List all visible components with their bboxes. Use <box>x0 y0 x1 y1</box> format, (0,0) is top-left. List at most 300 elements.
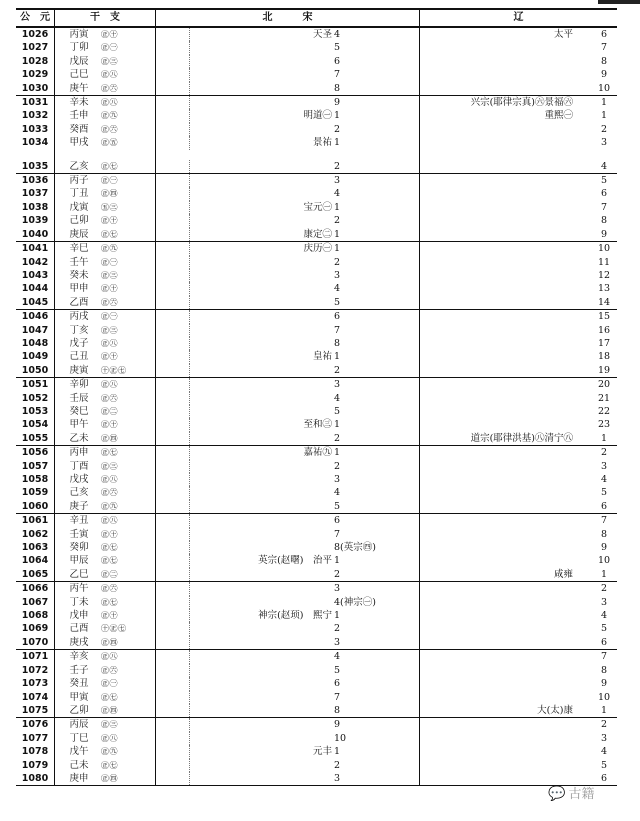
song-year-number: 1 <box>334 137 341 149</box>
table-row <box>16 554 617 567</box>
ganzhi-symbols: ㊣㊆ <box>101 448 118 458</box>
ganzhi-wrap <box>55 718 155 731</box>
liao-wrap <box>420 337 617 350</box>
liao-wrap <box>420 418 617 431</box>
liao-cell <box>420 55 618 68</box>
liao-wrap <box>420 486 617 499</box>
ganzhi-name: 乙未 <box>69 432 89 444</box>
ganzhi-symbols: ㊣㊂ <box>101 56 118 66</box>
year-cell: 1073 <box>21 678 49 690</box>
ganzhi-cell <box>55 622 156 635</box>
song-era-label: 皇祐 <box>312 351 332 363</box>
ganzhi-symbols: ㊣㊆ <box>101 597 118 607</box>
table-row <box>16 378 617 392</box>
ganzhi-wrap <box>55 596 155 609</box>
liao-wrap <box>420 310 617 323</box>
ganzhi-wrap <box>55 201 155 214</box>
song-wrap <box>156 324 419 337</box>
watermark-text: 古籍 <box>568 787 595 802</box>
liao-cell <box>420 541 618 554</box>
song-year-number: 3 <box>334 474 341 485</box>
dotted-divider <box>189 296 190 309</box>
song-cell <box>156 136 420 149</box>
song-wrap <box>156 718 419 731</box>
song-year-number: 3 <box>334 772 341 784</box>
liao-wrap <box>420 136 617 149</box>
ganzhi-name: 辛未 <box>69 97 89 109</box>
ganzhi-wrap <box>55 528 155 541</box>
liao-era-label: 大(太)康 <box>537 704 573 716</box>
liao-era-label: 重熙㊀ <box>544 110 573 122</box>
ganzhi-cell <box>55 486 156 499</box>
liao-cell <box>420 242 618 256</box>
ganzhi-symbols: ㊣㊀ <box>101 679 118 689</box>
year-cell: 1054 <box>21 419 49 431</box>
ganzhi-wrap <box>55 378 155 391</box>
song-cell <box>156 41 420 54</box>
liao-wrap <box>420 405 617 418</box>
ganzhi-symbols: ㊣㊇ <box>101 733 118 743</box>
song-cell <box>156 704 420 718</box>
liao-cell <box>420 109 618 122</box>
dotted-divider <box>189 650 190 663</box>
ganzhi-name: 辛丑 <box>69 515 89 527</box>
liao-wrap <box>420 745 617 758</box>
song-wrap <box>156 596 419 609</box>
dotted-divider <box>189 460 190 473</box>
song-cell <box>156 582 420 596</box>
table-row <box>16 718 617 732</box>
song-cell <box>156 664 420 677</box>
song-cell <box>156 759 420 772</box>
liao-cell <box>420 418 618 431</box>
ganzhi-wrap <box>55 636 155 649</box>
table-row <box>16 486 617 499</box>
song-era-label: 嘉祐㊈ <box>303 447 332 459</box>
song-era-label: 天圣 <box>312 29 332 40</box>
ganzhi-wrap <box>55 174 155 187</box>
ganzhi-cell <box>55 242 156 256</box>
ganzhi-wrap <box>55 732 155 745</box>
song-cell <box>156 554 420 567</box>
liao-year-number: 13 <box>597 283 611 295</box>
table-row <box>16 174 617 188</box>
liao-wrap <box>420 596 617 609</box>
dotted-divider <box>189 201 190 214</box>
year-cell: 1048 <box>21 337 49 349</box>
year-cell: 1076 <box>16 718 55 732</box>
liao-year-number: 6 <box>600 188 608 200</box>
ganzhi-wrap <box>55 486 155 499</box>
year-cell: 1050 <box>21 364 49 376</box>
liao-cell <box>420 337 618 350</box>
top-rule <box>598 0 640 4</box>
ganzhi-cell <box>55 136 156 149</box>
dotted-divider <box>189 136 190 149</box>
year-cell: 1035 <box>21 160 49 172</box>
ganzhi-name: 己巳 <box>69 69 89 81</box>
song-wrap <box>156 269 419 282</box>
table-row <box>16 350 617 363</box>
liao-cell <box>420 691 618 704</box>
liao-year-number: 14 <box>597 296 611 308</box>
ganzhi-wrap <box>55 704 155 717</box>
song-wrap <box>156 160 419 173</box>
ganzhi-name: 辛巳 <box>69 243 89 255</box>
ganzhi-symbols: ㊣㊅ <box>101 393 118 403</box>
song-cell <box>156 68 420 81</box>
liao-cell <box>420 446 618 460</box>
liao-year-number: 21 <box>597 392 611 404</box>
liao-year-number: 8 <box>600 215 608 227</box>
table-row <box>16 732 617 745</box>
song-wrap <box>156 664 419 677</box>
song-cell <box>156 174 420 188</box>
year-cell: 1038 <box>21 201 49 213</box>
ganzhi-wrap <box>55 282 155 295</box>
year-cell: 1027 <box>21 42 49 54</box>
ganzhi-name: 丁酉 <box>69 460 89 472</box>
ganzhi-wrap <box>55 109 155 122</box>
liao-year-number: 5 <box>600 623 608 635</box>
song-cell <box>156 310 420 324</box>
dotted-divider <box>189 187 190 200</box>
dotted-divider <box>189 636 190 649</box>
ganzhi-name: 己丑 <box>69 351 89 363</box>
song-cell <box>156 350 420 363</box>
liao-cell <box>420 718 618 732</box>
ganzhi-cell <box>55 691 156 704</box>
liao-wrap <box>420 296 617 309</box>
liao-wrap <box>420 324 617 337</box>
song-cell <box>156 123 420 136</box>
song-year-number: 10 <box>334 732 347 744</box>
ganzhi-symbols: ㊣㊁ <box>101 406 118 416</box>
ganzhi-cell <box>55 27 156 41</box>
chronology-table <box>16 8 617 786</box>
table-row <box>16 582 617 596</box>
ganzhi-wrap <box>55 568 155 581</box>
liao-wrap <box>420 68 617 81</box>
liao-cell <box>420 269 618 282</box>
ganzhi-wrap <box>55 405 155 418</box>
song-year-number: 1 <box>334 419 341 431</box>
liao-cell <box>420 187 618 200</box>
liao-year-number: 10 <box>597 691 611 703</box>
song-wrap <box>156 187 419 200</box>
watermark <box>548 783 594 802</box>
liao-cell <box>420 636 618 650</box>
ganzhi-name: 戊申 <box>69 610 89 622</box>
song-year-number: 5 <box>334 296 341 308</box>
ganzhi-cell <box>55 596 156 609</box>
song-year-number: 6 <box>334 515 341 527</box>
dotted-divider <box>189 55 190 68</box>
song-wrap <box>156 28 419 41</box>
table-row <box>16 310 617 324</box>
ganzhi-cell <box>55 418 156 431</box>
song-year-number: 2 <box>334 623 341 635</box>
song-year-number: 4 <box>334 651 341 663</box>
ganzhi-cell <box>55 664 156 677</box>
table-row <box>16 337 617 350</box>
ganzhi-name: 癸巳 <box>69 405 89 417</box>
dotted-divider <box>189 160 190 173</box>
liao-wrap <box>420 664 617 677</box>
liao-year-number: 15 <box>597 311 611 323</box>
song-wrap <box>156 405 419 418</box>
ganzhi-wrap <box>55 392 155 405</box>
ganzhi-name: 己亥 <box>69 487 89 499</box>
song-cell <box>156 242 420 256</box>
song-year-number: 5 <box>334 42 341 54</box>
song-wrap <box>156 446 419 459</box>
year-cell: 1058 <box>21 474 49 485</box>
ganzhi-symbols: ㊣㊂ <box>101 461 118 471</box>
song-cell <box>156 256 420 269</box>
liao-cell <box>420 136 618 149</box>
ganzhi-symbols: ㊣㊃ <box>101 433 118 443</box>
liao-wrap <box>420 473 617 486</box>
song-year-number: 3 <box>334 379 341 391</box>
song-year-number: 4 <box>334 392 341 404</box>
dotted-divider <box>189 609 190 622</box>
ganzhi-symbols: ㊣㊆ <box>101 543 118 553</box>
ganzhi-cell <box>55 650 156 664</box>
liao-year-number: 8 <box>600 55 608 67</box>
song-year-number: 1 <box>334 228 341 240</box>
liao-wrap <box>420 500 617 513</box>
ganzhi-name: 庚寅 <box>69 364 89 376</box>
year-cell: 1039 <box>21 215 49 227</box>
song-wrap <box>156 68 419 81</box>
liao-wrap <box>420 123 617 136</box>
liao-cell <box>420 123 618 136</box>
ganzhi-name: 丙子 <box>69 175 89 187</box>
song-year-number: 8 <box>334 337 341 349</box>
ganzhi-symbols: ㊉㊣㊆ <box>101 365 127 375</box>
ganzhi-cell <box>55 256 156 269</box>
song-wrap <box>156 582 419 595</box>
song-year-number: 3 <box>334 269 341 281</box>
liao-year-number: 23 <box>597 419 611 431</box>
song-year-number: 4(神宗㊀) <box>334 596 376 608</box>
liao-cell <box>420 514 618 528</box>
song-cell <box>156 324 420 337</box>
ganzhi-cell <box>55 378 156 392</box>
song-wrap <box>156 568 419 581</box>
song-wrap <box>156 337 419 350</box>
song-cell <box>156 718 420 732</box>
year-cell: 1029 <box>21 69 49 81</box>
ganzhi-symbols: ㊣㊉ <box>101 216 118 226</box>
table-row <box>16 136 617 149</box>
liao-wrap <box>420 378 617 391</box>
ganzhi-symbols: ㊣㊁ <box>101 569 118 579</box>
liao-year-number: 3 <box>600 596 608 608</box>
ganzhi-wrap <box>55 541 155 554</box>
song-year-number: 3 <box>334 175 341 187</box>
ganzhi-wrap <box>55 691 155 704</box>
year-cell: 1055 <box>21 432 49 444</box>
ganzhi-name: 己未 <box>69 759 89 771</box>
ganzhi-symbols: ㊣㊇ <box>101 380 118 390</box>
ganzhi-name: 丙辰 <box>69 719 89 731</box>
dotted-divider <box>189 256 190 269</box>
song-cell <box>156 296 420 310</box>
song-wrap <box>156 772 419 785</box>
dotted-divider <box>189 242 190 255</box>
table-row <box>16 500 617 514</box>
liao-year-number: 19 <box>597 364 611 376</box>
song-wrap <box>156 378 419 391</box>
liao-year-number: 3 <box>600 732 608 744</box>
table-body <box>16 27 617 786</box>
song-year-number: 7 <box>334 324 341 336</box>
ganzhi-name: 壬申 <box>69 110 89 122</box>
ganzhi-name: 己卯 <box>69 215 89 227</box>
song-wrap <box>156 201 419 214</box>
liao-cell <box>420 432 618 446</box>
song-year-number: 2 <box>334 460 341 472</box>
ganzhi-symbols: ㊣㊈ <box>101 501 118 511</box>
dotted-divider <box>189 745 190 758</box>
ganzhi-cell <box>55 745 156 758</box>
song-cell <box>156 677 420 690</box>
year-cell: 1065 <box>21 568 49 580</box>
song-year-number: 1 <box>334 610 341 622</box>
dotted-divider <box>189 446 190 459</box>
ganzhi-cell <box>55 41 156 54</box>
liao-year-number: 8 <box>600 528 608 540</box>
year-cell: 1043 <box>21 269 49 281</box>
song-year-number: 6 <box>334 678 341 690</box>
liao-year-number: 2 <box>600 123 608 135</box>
ganzhi-wrap <box>55 123 155 136</box>
liao-wrap <box>420 541 617 554</box>
ganzhi-cell <box>55 228 156 242</box>
ganzhi-name: 戊寅 <box>69 201 89 213</box>
liao-year-number: 5 <box>600 487 608 499</box>
table-row <box>16 664 617 677</box>
ganzhi-cell <box>55 582 156 596</box>
ganzhi-wrap <box>55 554 155 567</box>
liao-year-number: 22 <box>597 405 611 417</box>
table-row <box>16 187 617 200</box>
ganzhi-cell <box>55 609 156 622</box>
liao-year-number: 16 <box>597 324 611 336</box>
ganzhi-name: 己酉 <box>69 623 89 635</box>
ganzhi-name: 癸酉 <box>69 123 89 135</box>
song-year-number: 4 <box>334 188 341 200</box>
song-year-number: 8 <box>334 704 341 716</box>
ganzhi-wrap <box>55 337 155 350</box>
liao-year-number: 3 <box>600 137 608 149</box>
liao-wrap <box>420 96 617 109</box>
song-year-number: 4 <box>334 29 341 40</box>
liao-cell <box>420 460 618 473</box>
dotted-divider <box>189 337 190 350</box>
ganzhi-symbols: ㊣㊅ <box>101 124 118 134</box>
liao-year-number: 4 <box>600 474 608 485</box>
ganzhi-name: 丙午 <box>69 583 89 595</box>
liao-wrap <box>420 364 617 377</box>
ganzhi-name: 戊午 <box>69 746 89 758</box>
song-year-number: 5 <box>334 664 341 676</box>
song-wrap <box>156 432 419 445</box>
song-era-label: 至和㊂ <box>303 419 332 431</box>
liao-cell <box>420 568 618 582</box>
ganzhi-symbols: ㊣㊉ <box>101 352 118 362</box>
song-cell <box>156 473 420 486</box>
dotted-divider <box>189 622 190 635</box>
table-row <box>16 228 617 242</box>
ganzhi-name: 庚辰 <box>69 228 89 240</box>
ganzhi-name: 丁巳 <box>69 732 89 744</box>
ganzhi-symbols: ㊣㊉ <box>101 529 118 539</box>
year-cell: 1071 <box>16 650 55 664</box>
spacer-cell <box>16 150 55 160</box>
table-row <box>16 609 617 622</box>
song-year-number: 3 <box>334 583 341 595</box>
spacer-cell <box>55 150 156 160</box>
song-wrap <box>156 109 419 122</box>
song-cell <box>156 378 420 392</box>
year-cell: 1067 <box>21 596 49 608</box>
song-cell <box>156 201 420 214</box>
song-wrap <box>156 350 419 363</box>
liao-year-number: 6 <box>600 772 608 784</box>
liao-year-number: 10 <box>597 82 611 94</box>
liao-year-number: 1 <box>600 568 608 580</box>
ganzhi-cell <box>55 350 156 363</box>
ganzhi-name: 丙寅 <box>69 29 89 40</box>
ganzhi-name: 丁丑 <box>69 188 89 200</box>
ganzhi-wrap <box>55 160 155 173</box>
ganzhi-symbols: ㊣㊉ <box>101 284 118 294</box>
header-liao: 辽 <box>420 9 618 27</box>
song-cell <box>156 405 420 418</box>
song-wrap <box>156 514 419 527</box>
dotted-divider <box>189 432 190 445</box>
dotted-divider <box>189 392 190 405</box>
song-year-number: 2 <box>334 256 341 268</box>
dotted-divider <box>189 378 190 391</box>
ganzhi-symbols: ㊣㊇ <box>101 652 118 662</box>
song-era-label: 庆历㊀ <box>303 243 332 255</box>
song-wrap <box>156 214 419 227</box>
header-ganzhi: 干 支 <box>55 9 156 27</box>
liao-cell <box>420 282 618 295</box>
song-year-number: 2 <box>334 123 341 135</box>
liao-wrap <box>420 282 617 295</box>
year-cell: 1049 <box>21 351 49 363</box>
year-cell: 1044 <box>21 283 49 295</box>
song-cell <box>156 432 420 446</box>
year-cell: 1070 <box>21 636 49 648</box>
liao-cell <box>420 554 618 567</box>
song-cell <box>156 82 420 96</box>
liao-wrap <box>420 160 617 173</box>
dotted-divider <box>189 350 190 363</box>
table-row <box>16 68 617 81</box>
ganzhi-cell <box>55 296 156 310</box>
liao-year-number: 4 <box>600 746 608 758</box>
song-cell <box>156 460 420 473</box>
table-row <box>16 446 617 460</box>
song-wrap <box>156 732 419 745</box>
song-cell <box>156 418 420 431</box>
